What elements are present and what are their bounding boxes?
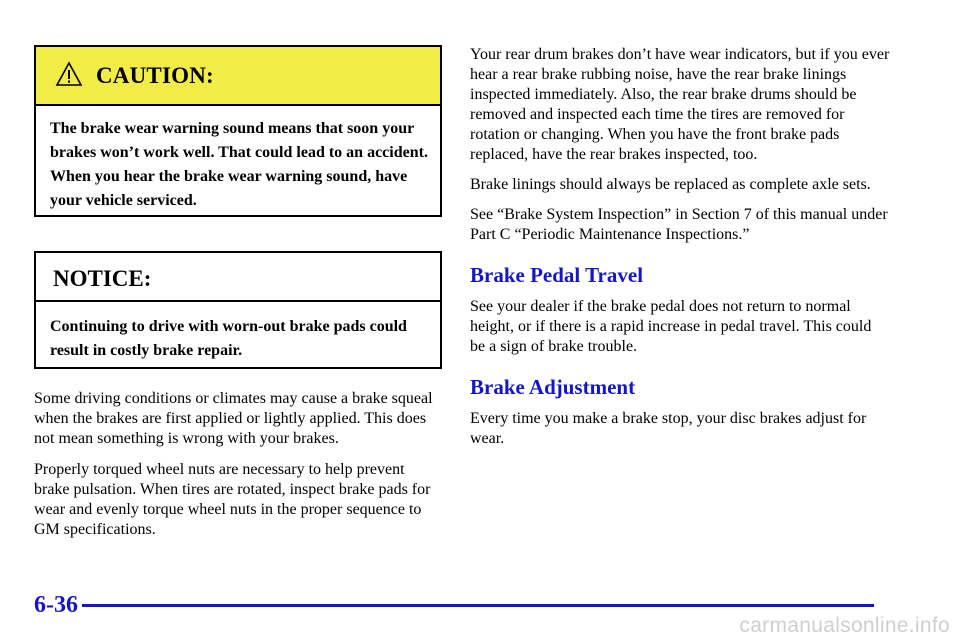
- paragraph-see-inspection: See “Brake System Inspection” in Section 7 of this manual under Part C “Periodic Maintenance Inspections.”: [470, 206, 888, 243]
- left-paragraphs: [34, 389, 442, 540]
- page-number: 6-36: [34, 592, 78, 618]
- caution-box: [34, 45, 442, 217]
- footer-rule: [82, 604, 874, 607]
- right-intro-paragraphs: [470, 45, 890, 245]
- paragraph-brake-linings: Brake linings should always be replaced as complete axle sets.: [470, 176, 871, 193]
- caution-header: [36, 47, 440, 106]
- notice-box: [34, 251, 442, 369]
- paragraph-brake-adjustment: Every time you make a brake stop, your disc brakes adjust for wear.: [470, 410, 867, 447]
- caution-title: CAUTION:: [96, 63, 214, 88]
- left-column: [34, 45, 442, 540]
- right-column: [470, 45, 890, 449]
- caution-text: The brake wear warning sound means that soon your brakes won’t work well. That could lead to an accident. When you hear the brake wear warning sound, have your vehicle serviced.: [50, 120, 428, 209]
- heading-brake-adjustment: Brake Adjustment: [470, 375, 636, 399]
- paragraph-brake-squeal: Some driving conditions or climates may cause a brake squeal when the brakes are first applied or lightly applied. This does not mean something is wrong with your brakes.: [34, 390, 433, 447]
- notice-header: [36, 253, 440, 302]
- paragraph-brake-pedal-travel: See your dealer if the brake pedal does not return to normal height, or if there is a rapid increase in pedal travel. This could be a sign of brake trouble.: [470, 298, 872, 355]
- notice-text: Continuing to drive with worn-out brake pads could result in costly brake repair.: [50, 318, 407, 359]
- heading-brake-pedal-travel: Brake Pedal Travel: [470, 263, 644, 287]
- paragraph-wheel-nuts: Properly torqued wheel nuts are necessary to help prevent brake pulsation. When tires are rotated, inspect brake pads for wear and evenly torque wheel nuts in the proper sequence to GM specifications.: [34, 461, 431, 538]
- notice-title: NOTICE:: [53, 266, 152, 291]
- paragraph-rear-drum-brakes: Your rear drum brakes don’t have wear indicators, but if you ever hear a rear brake rubbing noise, have the rear brake linings inspected immediately. Also, the rear brake drums should be removed and inspected each time the tires are removed for rotation or changing. When you have the front brake pads replaced, have the rear brakes inspected, too.: [470, 46, 890, 163]
- warning-triangle-icon: [55, 61, 83, 92]
- watermark: carmanualsonline.info: [739, 614, 950, 637]
